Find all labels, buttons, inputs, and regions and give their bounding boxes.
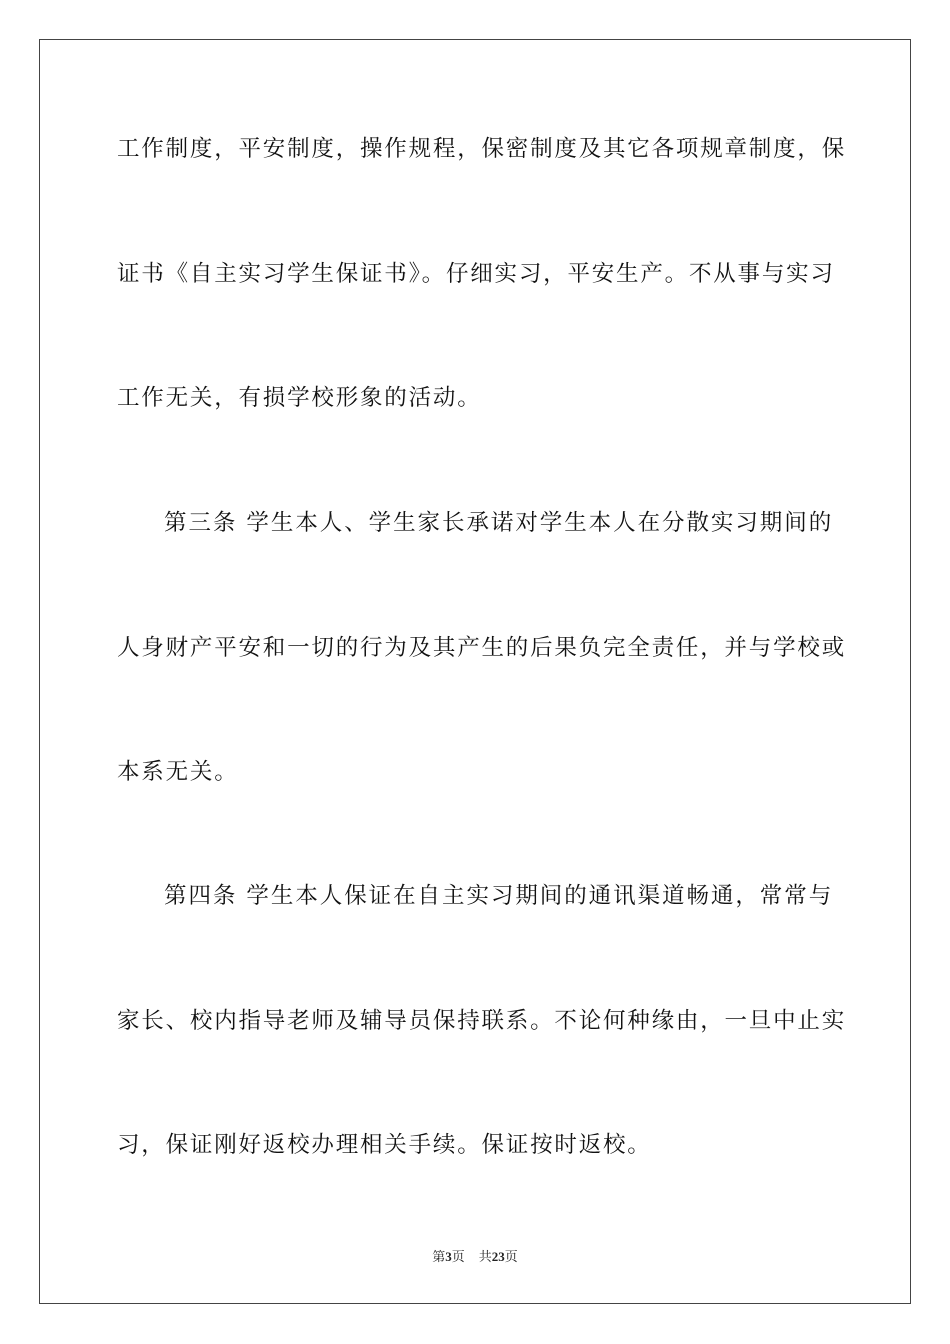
paragraph-line: 证书《自主实习学生保证书》。仔细实习，平安生产。不从事与实习 [117, 261, 835, 287]
paragraph-line: 第三条 学生本人、学生家长承诺对学生本人在分散实习期间的 [164, 510, 833, 536]
paragraph-line: 习，保证刚好返校办理相关手续。保证按时返校。 [117, 1132, 652, 1158]
paragraph-line: 第四条 学生本人保证在自主实习期间的通讯渠道畅通，常常与 [164, 883, 833, 909]
paragraph-line: 工作制度，平安制度，操作规程，保密制度及其它各项规章制度，保 [117, 136, 847, 162]
page-suffix: 页 [451, 1250, 465, 1265]
paragraph-line: 人身财产平安和一切的行为及其产生的后果负完全责任，并与学校或 [117, 635, 847, 661]
page-border [39, 39, 911, 1304]
total-prefix: 共 [478, 1250, 492, 1265]
total-suffix: 页 [504, 1250, 518, 1265]
current-page-number: 3 [445, 1249, 452, 1264]
paragraph-line: 本系无关。 [117, 759, 239, 785]
paragraph-line: 工作无关，有损学校形象的活动。 [117, 385, 482, 411]
page-footer [0, 1248, 950, 1267]
total-page-count: 23 [491, 1249, 505, 1264]
paragraph-line: 家长、校内指导老师及辅导员保持联系。不论何种缘由，一旦中止实 [117, 1008, 847, 1034]
page-prefix: 第 [432, 1250, 446, 1265]
